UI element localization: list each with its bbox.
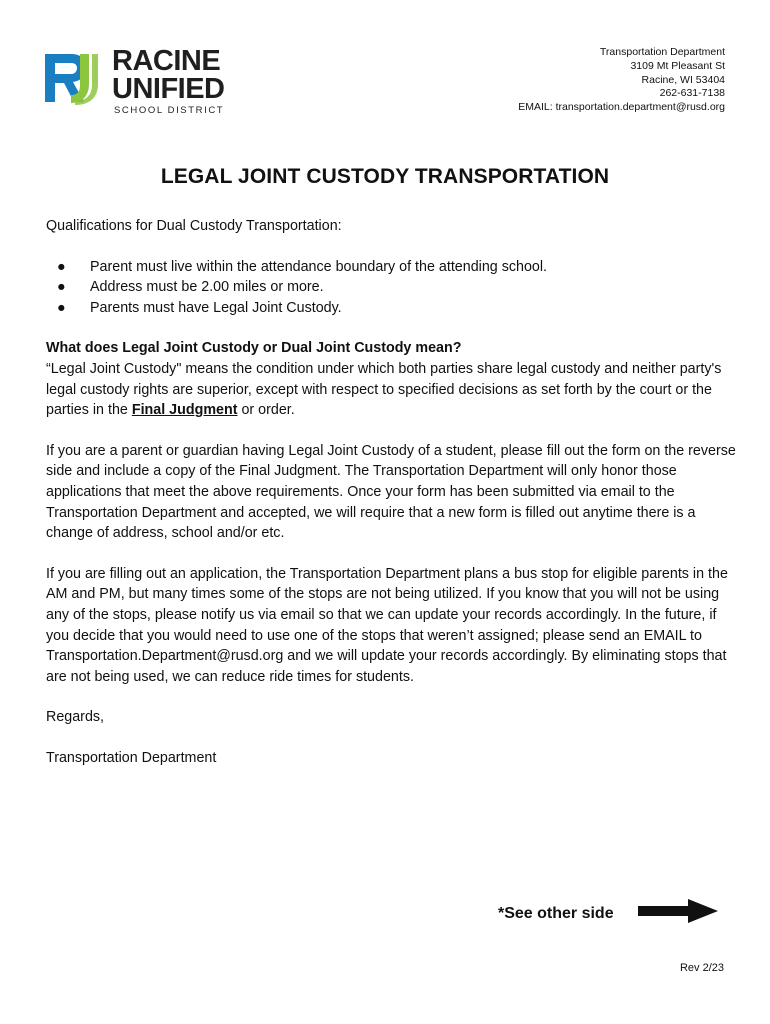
document-body <box>46 216 736 768</box>
bullet-icon: ● <box>57 279 66 296</box>
list-item <box>46 257 736 278</box>
list-item <box>46 298 736 319</box>
address-city: Racine, WI 53404 <box>641 73 725 86</box>
definition-heading: What does Legal Joint Custody or Dual Joint Custody mean? <box>46 340 462 357</box>
qualifications-heading: Qualifications for Dual Custody Transportation: <box>46 218 342 234</box>
final-judgment-link[interactable]: Final Judgment <box>131 402 238 419</box>
see-other-side-note: *See other side <box>498 905 614 922</box>
definition-text-end: or order. <box>237 402 295 419</box>
list-item <box>46 277 736 298</box>
regards-text: Regards, <box>46 709 105 726</box>
revision-label: Rev 2/23 <box>679 962 724 974</box>
bullet-icon: ● <box>57 299 66 316</box>
logo-text-unified: UNIFIED <box>112 73 225 105</box>
address-email: EMAIL: transportation.department@rusd.org <box>518 101 725 114</box>
logo-text-school-district: SCHOOL DISTRICT <box>114 105 225 116</box>
bullet-icon: ● <box>57 258 66 275</box>
definition-text: “Legal Joint Custody" means the condition under which both parties share legal custody and neither party's legal custody rights are superior, except with respect to specified decisions as set forth by the court or the parties in the <box>46 360 722 419</box>
page-title: LEGAL JOINT CUSTODY TRANSPORTATION <box>160 165 610 188</box>
address-phone: 262-631-7138 <box>659 87 725 100</box>
qualifications-list <box>46 257 736 319</box>
department-address <box>518 46 725 115</box>
arrow-right-icon <box>636 898 720 924</box>
racine-unified-logo-icon <box>42 50 100 105</box>
definition-paragraph <box>46 359 736 421</box>
list-item-text: Address must be 2.00 miles or more. <box>90 279 324 296</box>
logo-text-racine: RACINE <box>112 45 221 77</box>
bus-stop-paragraph: If you are filling out an application, the Transportation Department plans a bus stop for eligible parents in the AM and PM, but many times some of the stops are not being utilized. If you know that you will not be using any of the stops, please notify us via email so that we can update your records accordingly. In the future, if you decide that you would need to use one of the stops that weren’t assigned; please send an EMAIL to Transportation.Department@rusd.org and we will update your records accordingly. By eliminating stops that are not being used, we can reduce ride times for students. <box>46 565 728 685</box>
fill-form-paragraph: If you are a parent or guardian having Legal Joint Custody of a student, please fill out the form on the reverse side and include a copy of the Final Judgment. The Transportation Department will only honor those applications that meet the above requirements. Once your form has been submitted via email to the Transportation Department and accepted, we will require that a new form is filled out anytime there is a change of address, school and/or etc. <box>46 442 736 542</box>
list-item-text: Parents must have Legal Joint Custody. <box>90 299 342 316</box>
signature-text: Transportation Department <box>46 749 217 766</box>
list-item-text: Parent must live within the attendance boundary of the attending school. <box>90 258 547 275</box>
address-department: Transportation Department <box>599 46 725 58</box>
address-street: 3109 Mt Pleasant St <box>630 59 725 72</box>
district-logo <box>42 45 232 117</box>
